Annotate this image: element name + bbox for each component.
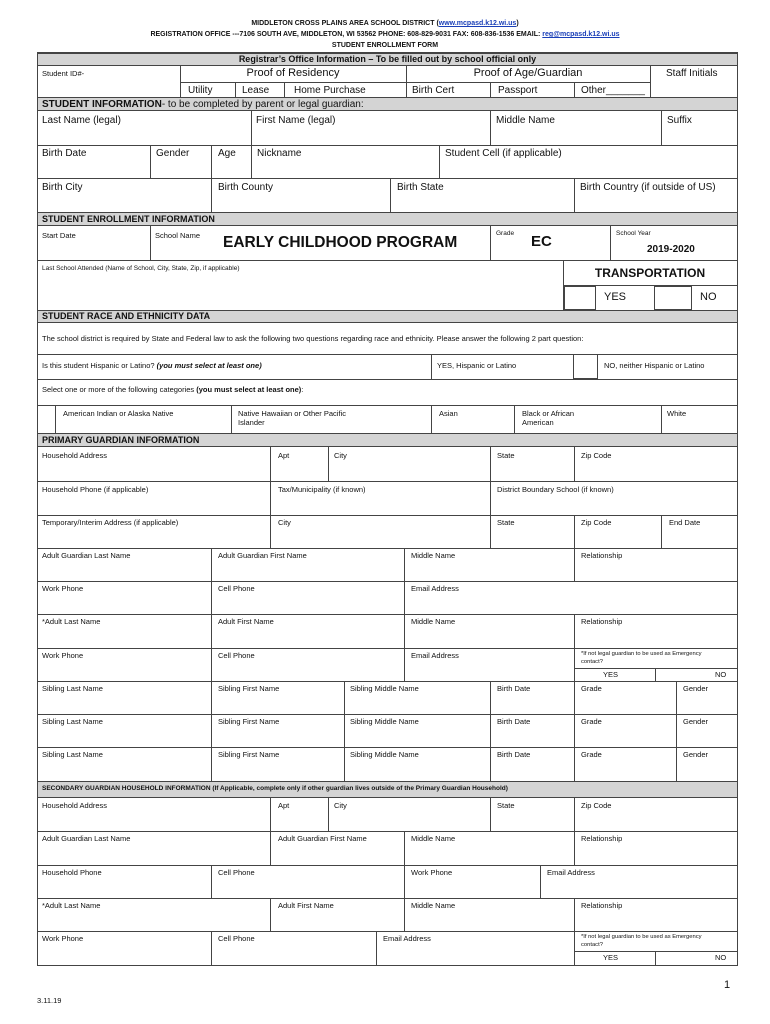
guardian-relationship-field[interactable]: Relationship xyxy=(581,551,623,560)
transportation-no-label: NO xyxy=(700,291,717,303)
no-hispanic-option[interactable]: NO, neither Hispanic or Latino xyxy=(604,361,705,370)
suffix-field[interactable]: Suffix xyxy=(667,115,692,126)
staff-initials-field[interactable]: Staff Initials xyxy=(666,68,718,79)
lease-option[interactable]: Lease xyxy=(242,85,270,96)
sibling-2-gender-field[interactable]: Gender xyxy=(683,717,709,726)
secondary-adult-cell-phone-field[interactable]: Cell Phone xyxy=(218,934,255,943)
temp-zip-field[interactable]: Zip Code xyxy=(581,518,612,527)
nickname-field[interactable]: Nickname xyxy=(257,148,302,159)
sibling-3-grade-field[interactable]: Grade xyxy=(581,750,602,759)
home-purchase-option[interactable]: Home Purchase xyxy=(294,85,366,96)
district-website-link[interactable]: www.mcpasd.k12.wi.us xyxy=(438,20,517,27)
sibling-1-last-name-field[interactable]: Sibling Last Name xyxy=(42,684,103,693)
adult-last-name-field[interactable]: *Adult Last Name xyxy=(42,617,101,626)
apt-field[interactable]: Apt xyxy=(278,451,290,460)
secondary-adult-relationship-field[interactable]: Relationship xyxy=(581,901,623,910)
adult-middle-name-field[interactable]: Middle Name xyxy=(411,617,456,626)
birth-country-field[interactable]: Birth Country (if outside of US) xyxy=(580,182,716,193)
school-name-value: EARLY CHILDHOOD PROGRAM xyxy=(223,234,458,251)
secondary-adult-middle-name-field[interactable]: Middle Name xyxy=(411,901,456,910)
secondary-zip-code-field[interactable]: Zip Code xyxy=(581,801,612,810)
school-year-label: School Year xyxy=(616,230,651,237)
secondary-city-field[interactable]: City xyxy=(334,801,347,810)
race-categories-question: Select one or more of the following categories (you must select at least one): xyxy=(42,385,304,394)
sibling-3-gender-field[interactable]: Gender xyxy=(683,750,709,759)
hispanic-question: Is this student Hispanic or Latino? (you must select at least one) xyxy=(42,361,262,370)
birth-cert-option[interactable]: Birth Cert xyxy=(412,85,455,96)
birth-county-field[interactable]: Birth County xyxy=(218,182,274,193)
guardian-last-name-field[interactable]: Adult Guardian Last Name xyxy=(42,551,131,560)
secondary-work-phone-field[interactable]: Work Phone xyxy=(411,868,453,877)
emergency-yes-option[interactable]: YES xyxy=(603,670,619,679)
secondary-adult-work-phone-field[interactable]: Work Phone xyxy=(42,934,84,943)
state-field[interactable]: State xyxy=(497,451,515,460)
school-year-value: 2019-2020 xyxy=(647,244,695,255)
adult-cell-phone-field[interactable]: Cell Phone xyxy=(218,651,255,660)
secondary-apt-field[interactable]: Apt xyxy=(278,801,290,810)
enrollment-title: STUDENT ENROLLMENT INFORMATION xyxy=(42,214,215,224)
sibling-3-birth-date-field[interactable]: Birth Date xyxy=(497,750,531,759)
secondary-state-field[interactable]: State xyxy=(497,801,515,810)
american-indian-option[interactable]: American Indian or Alaska Native xyxy=(63,409,174,418)
page-number: 1 xyxy=(724,979,731,991)
secondary-email-field[interactable]: Email Address xyxy=(547,868,595,877)
white-option[interactable]: White xyxy=(667,409,687,418)
last-school-attended-field[interactable]: Last School Attended (Name of School, City, State, Zip, if applicable) xyxy=(42,265,240,272)
school-name-label: School Name xyxy=(155,231,201,240)
gender-field[interactable]: Gender xyxy=(156,148,190,159)
secondary-guardian-first-name-field[interactable]: Adult Guardian First Name xyxy=(278,834,367,843)
boundary-school-field[interactable]: District Boundary School (if known) xyxy=(497,485,614,494)
cell-phone-field[interactable]: Cell Phone xyxy=(218,584,255,593)
sibling-2-last-name-field[interactable]: Sibling Last Name xyxy=(42,717,103,726)
registrar-title: Registrar’s Office Information – To be filled out by school official only xyxy=(238,54,537,64)
secondary-guardian-last-name-field[interactable]: Adult Guardian Last Name xyxy=(42,834,131,843)
district-header: MIDDLETON CROSS PLAINS AREA SCHOOL DISTRICT (www.mcpasd.k12.wi.us) xyxy=(251,20,519,27)
guardian-first-name-field[interactable]: Adult Guardian First Name xyxy=(218,551,307,560)
transportation-label: TRANSPORTATION xyxy=(594,266,706,280)
sibling-1-first-name-field[interactable]: Sibling First Name xyxy=(218,684,280,693)
race-title: STUDENT RACE AND ETHNICITY DATA xyxy=(42,311,211,321)
primary-guardian-title: PRIMARY GUARDIAN INFORMATION xyxy=(42,435,200,445)
secondary-household-phone-field[interactable]: Household Phone xyxy=(42,868,102,877)
guardian-middle-name-field[interactable]: Middle Name xyxy=(411,551,456,560)
secondary-adult-email-field[interactable]: Email Address xyxy=(383,934,431,943)
sibling-2-birth-date-field[interactable]: Birth Date xyxy=(497,717,531,726)
other-option[interactable]: Other_______ xyxy=(581,85,645,96)
zip-code-field[interactable]: Zip Code xyxy=(581,451,612,460)
secondary-household-address-field[interactable]: Household Address xyxy=(42,801,108,810)
proof-of-residency-label: Proof of Residency xyxy=(246,67,340,79)
transportation-yes-checkbox[interactable] xyxy=(564,286,596,310)
secondary-cell-phone-field[interactable]: Cell Phone xyxy=(218,868,255,877)
form-version: 3.11.19 xyxy=(37,996,62,1005)
student-cell-field[interactable]: Student Cell (if applicable) xyxy=(445,148,562,159)
grade-label: Grade xyxy=(496,230,515,237)
middle-name-field[interactable]: Middle Name xyxy=(496,115,555,126)
sibling-3-middle-name-field[interactable]: Sibling Middle Name xyxy=(350,750,419,759)
adult-work-phone-field[interactable]: Work Phone xyxy=(42,651,84,660)
adult-email-field[interactable]: Email Address xyxy=(411,651,459,660)
student-id-field[interactable]: Student ID#- xyxy=(42,69,85,78)
emergency-contact-question: *If not legal guardian to be used as Emergency contact? xyxy=(581,651,702,665)
secondary-middle-name-field[interactable]: Middle Name xyxy=(411,834,456,843)
household-phone-field[interactable]: Household Phone (if applicable) xyxy=(42,485,149,494)
proof-of-age-label: Proof of Age/Guardian xyxy=(473,67,583,79)
transportation-yes-label: YES xyxy=(604,291,627,303)
yes-hispanic-checkbox[interactable] xyxy=(573,354,598,379)
sibling-2-first-name-field[interactable]: Sibling First Name xyxy=(218,717,280,726)
secondary-emergency-question: *If not legal guardian to be used as Emergency contact? xyxy=(581,934,702,948)
temp-city-field[interactable]: City xyxy=(278,518,291,527)
black-option[interactable]: Black or African American xyxy=(522,409,575,427)
sibling-1-gender-field[interactable]: Gender xyxy=(683,684,709,693)
birth-state-field[interactable]: Birth State xyxy=(397,182,444,193)
tax-municipality-field[interactable]: Tax/Municipality (if known) xyxy=(278,485,366,494)
start-date-field[interactable]: Start Date xyxy=(42,231,76,240)
sibling-1-middle-name-field[interactable]: Sibling Middle Name xyxy=(350,684,419,693)
end-date-field[interactable]: End Date xyxy=(669,518,701,527)
sibling-2-grade-field[interactable]: Grade xyxy=(581,717,602,726)
adult-first-name-field[interactable]: Adult First Name xyxy=(218,617,274,626)
registration-office-line: REGISTRATION OFFICE ---7106 SOUTH AVE, MIDDLETON, WI 53562 PHONE: 608-829-9031 FAX: 608-836-1536 EMAIL: reg@mcpasd.k12.wi.us xyxy=(150,31,620,38)
student-info-title: STUDENT INFORMATION- to be completed by parent or legal guardian: xyxy=(42,99,364,110)
email-address-field[interactable]: Email Address xyxy=(411,584,459,593)
sibling-1-grade-field[interactable]: Grade xyxy=(581,684,602,693)
transportation-no-checkbox[interactable] xyxy=(654,286,692,310)
district-name: MIDDLETON CROSS PLAINS AREA SCHOOL DISTRICT ( xyxy=(251,20,439,27)
household-address-field[interactable]: Household Address xyxy=(42,451,108,460)
enrollment-form xyxy=(37,52,738,966)
city-field[interactable]: City xyxy=(334,451,347,460)
grade-value: EC xyxy=(531,233,552,250)
sibling-2-middle-name-field[interactable]: Sibling Middle Name xyxy=(350,717,419,726)
temp-state-field[interactable]: State xyxy=(497,518,515,527)
sibling-3-last-name-field[interactable]: Sibling Last Name xyxy=(42,750,103,759)
temporary-address-field[interactable]: Temporary/Interim Address (if applicable) xyxy=(42,518,179,527)
adult-relationship-field[interactable]: Relationship xyxy=(581,617,623,626)
form-title: STUDENT ENROLLMENT FORM xyxy=(331,42,439,49)
age-field[interactable]: Age xyxy=(218,148,236,159)
pacific-islander-option[interactable]: Native Hawaiian or Other Pacific Islander xyxy=(238,409,346,427)
first-name-legal-field[interactable]: First Name (legal) xyxy=(256,115,336,126)
secondary-emergency-no-option[interactable]: NO xyxy=(715,953,727,962)
secondary-emergency-yes-option[interactable]: YES xyxy=(603,953,619,962)
yes-hispanic-option[interactable]: YES, Hispanic or Latino xyxy=(437,361,517,370)
sibling-1-birth-date-field[interactable]: Birth Date xyxy=(497,684,531,693)
birth-date-field[interactable]: Birth Date xyxy=(42,148,87,159)
secondary-adult-first-name-field[interactable]: Adult First Name xyxy=(278,901,334,910)
secondary-relationship-field[interactable]: Relationship xyxy=(581,834,623,843)
passport-option[interactable]: Passport xyxy=(498,85,538,96)
last-name-legal-field[interactable]: Last Name (legal) xyxy=(42,115,121,126)
utility-option[interactable]: Utility xyxy=(188,85,213,96)
birth-city-field[interactable]: Birth City xyxy=(42,182,83,193)
work-phone-field[interactable]: Work Phone xyxy=(42,584,84,593)
secondary-guardian-title: SECONDARY GUARDIAN HOUSEHOLD INFORMATION (If Applicable, complete only if other guardian lives outside of the Primary Guardian Household) xyxy=(42,785,508,792)
sibling-3-first-name-field[interactable]: Sibling First Name xyxy=(218,750,280,759)
asian-option[interactable]: Asian xyxy=(439,409,458,418)
secondary-adult-last-name-field[interactable]: *Adult Last Name xyxy=(42,901,101,910)
race-intro: The school district is required by State and Federal law to ask the following two questions regarding race and ethnicity. Please answer the following 2 part question: xyxy=(42,334,584,343)
registration-email-link[interactable]: reg@mcpasd.k12.wi.us xyxy=(542,31,620,38)
emergency-no-option[interactable]: NO xyxy=(715,670,727,679)
